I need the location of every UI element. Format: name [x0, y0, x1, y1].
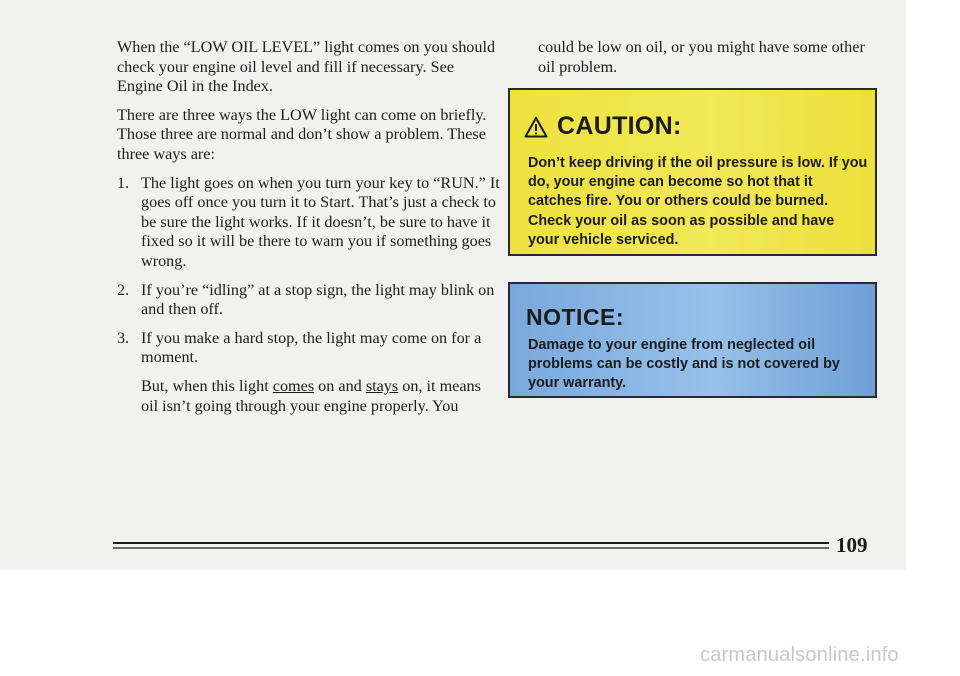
list-item-text: If you make a hard stop, the light may come on for a moment. — [141, 328, 482, 367]
closing-text-1: But, when this light — [141, 376, 273, 395]
watermark-text: carmanualsonline.info — [700, 644, 899, 666]
list-number: 3. — [117, 328, 130, 347]
notice-body: Damage to your engine from neglected oil problems can be costly and is not covered by your warranty. — [528, 337, 840, 392]
ways-intro-paragraph: There are three ways the LOW light can come on briefly. Those three are normal and don’t show a problem. These three ways are: — [117, 105, 487, 163]
closing-paragraph — [117, 377, 502, 416]
underlined-stays: stays — [365, 376, 399, 395]
caution-body: Don’t keep driving if the oil pressure is low. If you do, your engine can become so hot that it catches fire. You or others could be burned. Check your oil as soon as possible and have your vehicle serviced. — [528, 155, 868, 248]
list-item-text: If you’re “idling” at a stop sign, the light may blink on and then off. — [141, 280, 495, 319]
left-column — [117, 38, 502, 425]
warning-triangle-icon — [524, 116, 548, 138]
caution-box — [508, 88, 877, 256]
list-item — [117, 281, 502, 320]
continuation-paragraph: could be low on oil, or you might have some other oil problem. — [538, 38, 865, 76]
list-item — [117, 174, 502, 272]
caution-title: CAUTION: — [557, 112, 682, 140]
right-column — [538, 38, 883, 77]
list-number: 2. — [117, 280, 130, 299]
underlined-comes: comes — [272, 376, 315, 395]
list-number: 1. — [117, 173, 130, 192]
intro-paragraph: When the “LOW OIL LEVEL” light comes on you should check your engine oil level and fill if necessary. See Engine Oil in the Index. — [117, 38, 496, 96]
footer-rule — [113, 540, 829, 552]
closing-text-3: on, it means oil isn’t going through your engine properly. You — [141, 376, 481, 415]
caution-heading — [524, 112, 682, 141]
notice-box — [508, 282, 877, 398]
list-item — [117, 329, 502, 368]
page-number: 109 — [836, 533, 868, 557]
ways-list — [117, 174, 502, 368]
notice-title: NOTICE: — [526, 304, 625, 330]
closing-text-2: on and — [314, 376, 366, 395]
list-item-text: The light goes on when you turn your key to “RUN.” It goes off once you turn it to Start. That’s just a check to be sure the light works. If it doesn’t, be sure to have it fixed so it will be there to warn you if something goes wrong. — [141, 173, 500, 270]
